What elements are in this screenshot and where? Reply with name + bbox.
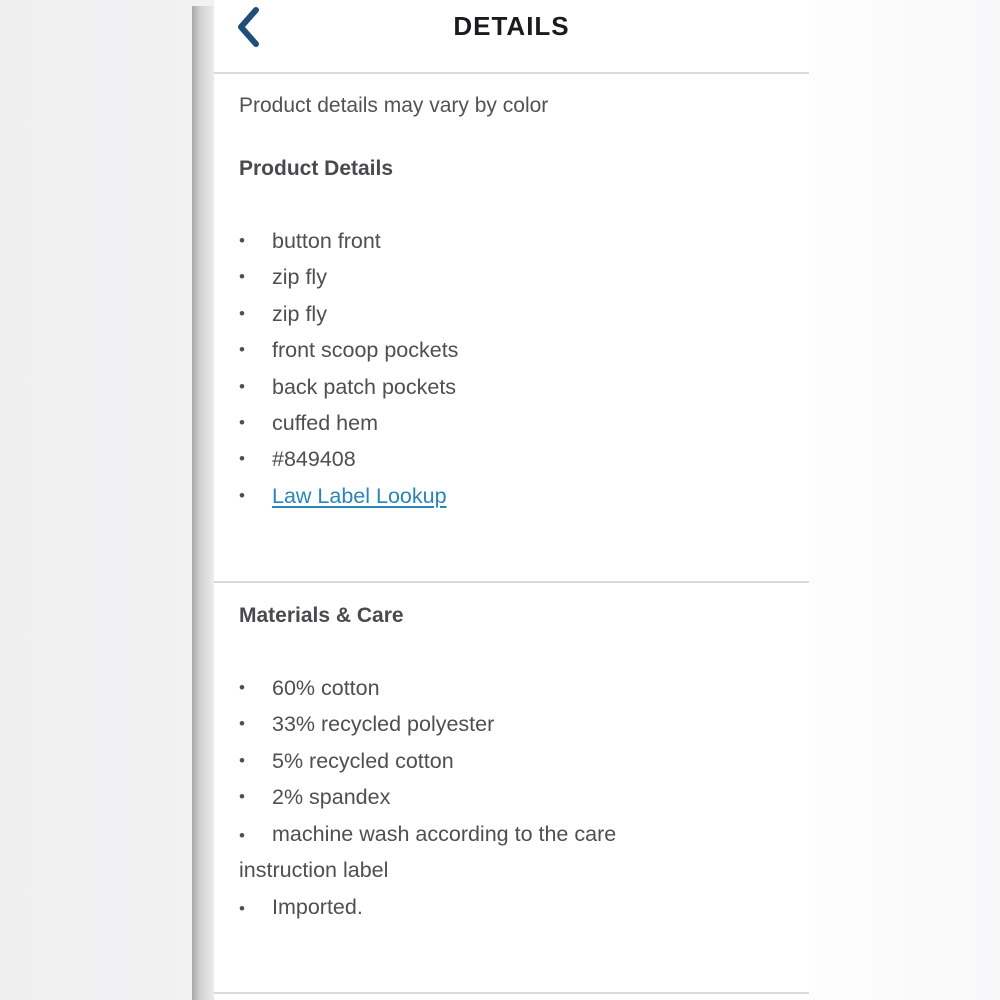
product-details-heading: Product Details: [239, 157, 394, 180]
list-item: • zip fly: [239, 301, 327, 326]
list-item-link: • Law Label Lookup: [239, 483, 447, 508]
page-title: DETAILS: [453, 11, 570, 41]
care-instruction-item: • machine wash according to the care: [239, 822, 617, 846]
list-item: • #849408: [239, 447, 356, 472]
list-item: • front scoop pockets: [239, 338, 459, 363]
product-number: #849408: [272, 447, 356, 472]
law-label-lookup-link[interactable]: Law Label Lookup: [272, 483, 447, 508]
section-divider: [214, 581, 809, 583]
materials-care-list: [239, 670, 494, 816]
section-divider: [214, 992, 809, 994]
panel-shadow-edge: [192, 6, 214, 1000]
imported-item: • Imported.: [239, 895, 363, 919]
product-details-list: [239, 223, 458, 514]
details-panel: [214, 0, 809, 1000]
list-item: • back patch pockets: [239, 374, 457, 399]
list-item: • 33% recycled polyester: [239, 712, 495, 737]
right-margin: [809, 0, 1000, 1000]
list-item: • 2% spandex: [239, 785, 391, 810]
list-item: • button front: [239, 229, 381, 253]
list-item: • 60% cotton: [239, 676, 380, 700]
list-item: • 5% recycled cotton: [239, 748, 454, 773]
header-bar: [214, 0, 809, 74]
materials-care-heading: Materials & Care: [239, 604, 404, 627]
color-variation-note: Product details may vary by color: [239, 94, 549, 117]
list-item: • zip fly: [239, 265, 327, 290]
list-item: • cuffed hem: [239, 410, 378, 435]
care-instruction-item-continued: instruction label: [239, 858, 389, 882]
